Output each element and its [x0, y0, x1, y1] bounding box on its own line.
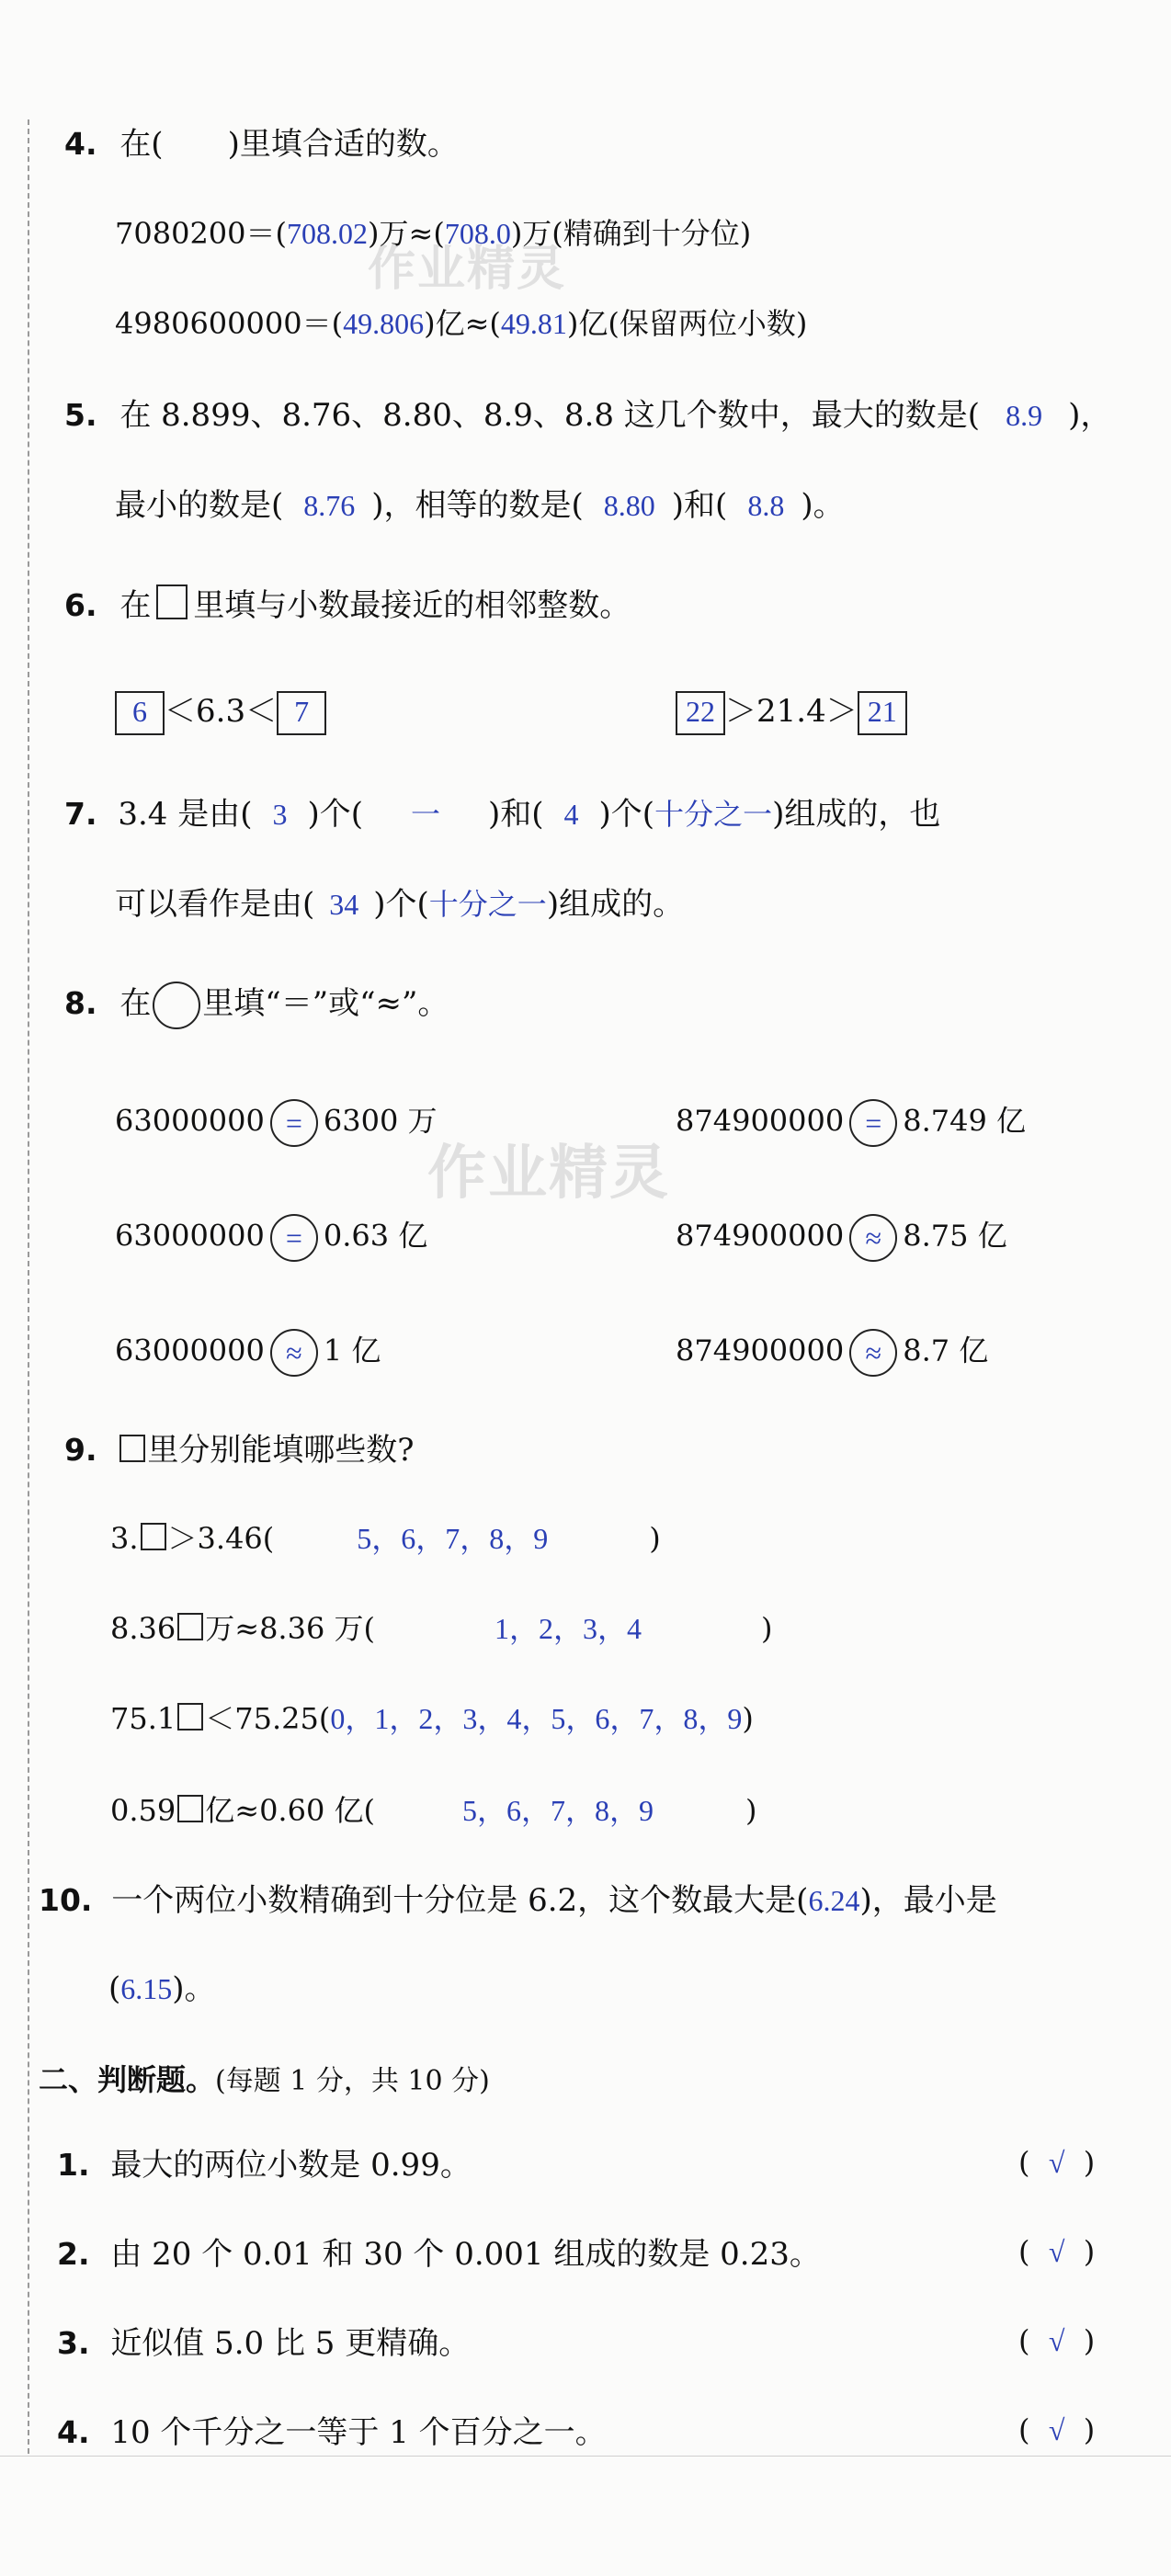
- q8-row2-right: [676, 1214, 1007, 1262]
- q6-prompt: [64, 584, 631, 626]
- q5-line1: [64, 395, 1111, 436]
- q8-r2-r-right: 8.75 亿: [903, 1218, 1007, 1254]
- q7-answer4: 十分之一: [654, 798, 773, 831]
- q6-left-box-a: 6: [115, 691, 165, 735]
- q6-right-mid: ＞21.4＞: [725, 693, 858, 730]
- q8-row1-right: [676, 1099, 1026, 1147]
- judge-1-mark: √: [1048, 2146, 1065, 2179]
- q9-row2: [110, 1608, 772, 1649]
- watermark-top: 作业精灵: [368, 242, 567, 297]
- q8-prompt-pre: 在: [119, 985, 152, 1022]
- q6-left-box-b: 7: [277, 691, 326, 735]
- q9-r3-pre: 75.1: [110, 1701, 176, 1736]
- q8-prompt-post: 里填“＝”或“≈”。: [202, 985, 449, 1022]
- q4-line2: [115, 303, 807, 344]
- q4-l1-right: )万(精确到十分位): [510, 216, 752, 251]
- q4-prompt-pre: 在(: [119, 126, 164, 163]
- q4-l1-answer2: 708.0: [444, 217, 511, 250]
- q8-number: 8.: [64, 985, 97, 1021]
- q9-r2-pre: 8.36: [110, 1611, 176, 1646]
- q4-l2-left: 4980600000＝(: [115, 306, 344, 341]
- q6-right-box-a: 22: [676, 691, 725, 735]
- q6-prompt-post: 里填与小数最接近的相邻整数。: [193, 587, 631, 624]
- q8-row1-left: [115, 1099, 438, 1147]
- q10-l2b: )。: [172, 1970, 216, 2007]
- judge-1-answer-slot: ( √ ): [1018, 2145, 1096, 2180]
- q9-r3-post: ＜75.25(: [205, 1701, 331, 1736]
- q7-l2b: )个(: [373, 886, 429, 923]
- q9-r1-pre: 3.: [110, 1521, 139, 1556]
- q5-l2-d: )。: [801, 487, 845, 524]
- q5-l2-c: )和(: [671, 487, 728, 524]
- judge-4-number: 4.: [57, 2414, 90, 2450]
- q7-number: 7.: [64, 796, 97, 832]
- q9-r4-box: [177, 1795, 203, 1822]
- judge-4-mark: √: [1048, 2413, 1065, 2446]
- judge-3-mark: √: [1048, 2324, 1065, 2357]
- q4-l2-answer1: 49.806: [343, 307, 425, 340]
- q9-r2-end: ): [761, 1611, 773, 1646]
- q9-r4-end: ): [745, 1793, 757, 1828]
- q9-box: [119, 1435, 145, 1462]
- q9-r1-box: [141, 1523, 166, 1550]
- q7-l2c: )组成的。: [546, 886, 685, 923]
- q9-r4-pre: 0.59: [110, 1793, 176, 1828]
- q9-row4: [110, 1790, 756, 1831]
- q4-line1: [115, 213, 751, 254]
- q8-r3-l-symbol: ≈: [270, 1329, 318, 1377]
- q8-r1-l-num: 63000000: [115, 1103, 265, 1139]
- watermark-middle: 作业精灵: [427, 1140, 670, 1208]
- q5-l1-pre: 在 8.899、8.76、8.80、8.9、8.8 这几个数中，最大的数是(: [119, 397, 981, 434]
- q7-line1: [64, 794, 940, 834]
- q8-r3-l-right: 1 亿: [323, 1333, 381, 1368]
- judge-item-4: [57, 2412, 607, 2453]
- q10-answer-max: 6.24: [808, 1884, 860, 1917]
- q9-r2-box: [177, 1613, 203, 1640]
- q9-r3-end: ): [742, 1701, 754, 1736]
- judge-1-text: 最大的两位小数是 0.99。: [110, 2147, 472, 2184]
- q5-answer-eq2: 8.8: [747, 489, 785, 522]
- q9-r4-post: 亿≈0.60 亿(: [205, 1793, 375, 1828]
- q6-number: 6.: [64, 587, 97, 623]
- q6-right-expr: [676, 691, 907, 735]
- q7-answer1: 3: [272, 798, 288, 831]
- judge-3-number: 3.: [57, 2325, 90, 2361]
- q6-empty-box: [156, 584, 188, 619]
- q8-r3-l-num: 63000000: [115, 1333, 265, 1368]
- q7-l1b: )个(: [307, 796, 363, 833]
- q8-row3-left: [115, 1329, 381, 1377]
- q9-prompt-text: 里分别能填哪些数?: [147, 1432, 415, 1469]
- q8-r2-r-num: 874900000: [676, 1218, 845, 1254]
- q8-r1-r-right: 8.749 亿: [903, 1103, 1027, 1139]
- q9-r1-end: ): [649, 1521, 661, 1556]
- q8-r3-r-num: 874900000: [676, 1333, 845, 1368]
- q8-r3-r-right: 8.7 亿: [903, 1333, 989, 1368]
- judge-2-text: 由 20 个 0.01 和 30 个 0.001 组成的数是 0.23。: [110, 2236, 821, 2273]
- judge-3-answer-slot: ( √ ): [1018, 2323, 1096, 2358]
- q6-right-box-b: 21: [858, 691, 907, 735]
- q8-prompt: [64, 982, 449, 1029]
- q9-row3: [110, 1698, 754, 1739]
- q7-l1c: )和(: [488, 796, 544, 833]
- section2-score: (每题 1 分，共 10 分): [215, 2065, 490, 2097]
- q8-r1-r-symbol: =: [849, 1099, 897, 1147]
- margin-dashed-line: [28, 119, 29, 2454]
- q9-r1-answer: 5，6，7，8，9: [357, 1522, 549, 1555]
- q6-prompt-pre: 在: [119, 587, 152, 624]
- q8-r2-l-right: 0.63 亿: [323, 1218, 428, 1254]
- q5-answer-max: 8.9: [1006, 399, 1043, 432]
- q7-answer3: 4: [563, 798, 579, 831]
- q9-r3-answer: 0，1，2，3，4，5，6，7，8，9: [330, 1702, 743, 1735]
- q5-line2: [115, 485, 845, 526]
- q10-answer-min: 6.15: [120, 1972, 173, 2005]
- q7-l1d: )个(: [598, 796, 655, 833]
- q4-number: 4.: [64, 126, 97, 162]
- q4-l2-mid: )亿≈(: [424, 306, 501, 341]
- q9-number: 9.: [64, 1432, 97, 1468]
- q9-r3-box: [177, 1703, 203, 1731]
- q6-left-mid: ＜6.3＜: [165, 693, 278, 730]
- q8-empty-circle: [153, 982, 200, 1029]
- q8-row2-left: [115, 1214, 427, 1262]
- q4-l1-left: 7080200＝(: [115, 216, 288, 251]
- q9-r2-answer: 1，2，3，4: [494, 1612, 642, 1645]
- judge-2-answer-slot: ( √ ): [1018, 2234, 1096, 2269]
- q10-line2: [108, 1969, 216, 2009]
- section2-heading: [39, 2057, 490, 2099]
- q9-r4-answer: 5，6，7，8，9: [461, 1794, 654, 1827]
- judge-3-text: 近似值 5.0 比 5 更精确。: [110, 2325, 471, 2362]
- q5-l2-a: 最小的数是(: [115, 487, 284, 524]
- q7-answer5: 34: [329, 888, 359, 921]
- page-bottom-edge: [0, 2456, 1171, 2457]
- judge-2-number: 2.: [57, 2236, 90, 2272]
- q8-r2-r-symbol: ≈: [849, 1214, 897, 1262]
- section2-title: 二、判断题。: [39, 2062, 216, 2097]
- q7-answer6: 十分之一: [428, 888, 547, 921]
- q4-l1-mid: )万≈(: [368, 216, 445, 251]
- q8-r1-l-symbol: =: [270, 1099, 318, 1147]
- q6-left-expr: [115, 691, 326, 735]
- q10-l2a: (: [108, 1970, 121, 2007]
- q4-l1-answer1: 708.02: [287, 217, 369, 250]
- judge-2-mark: √: [1048, 2235, 1065, 2268]
- q10-l1b: )，最小是: [859, 1882, 997, 1919]
- q4-prompt: [64, 124, 459, 165]
- q10-l1a: 一个两位小数精确到十分位是 6.2，这个数最大是(: [111, 1882, 809, 1919]
- q8-r2-l-num: 63000000: [115, 1218, 265, 1254]
- q9-r2-post: 万≈8.36 万(: [205, 1611, 375, 1646]
- q5-number: 5.: [64, 397, 97, 433]
- q5-l1-post: )，: [1068, 397, 1112, 434]
- q7-l2a: 可以看作是由(: [115, 886, 315, 923]
- q5-l2-b: )，相等的数是(: [371, 487, 584, 524]
- q8-row3-right: [676, 1329, 988, 1377]
- q9-r1-post: ＞3.46(: [167, 1521, 275, 1556]
- q7-line2: [115, 884, 684, 925]
- q4-prompt-post: )里填合适的数。: [227, 126, 459, 163]
- q8-r1-r-num: 874900000: [676, 1103, 845, 1139]
- q4-l2-right: )亿(保留两位小数): [566, 306, 808, 341]
- judge-item-3: [57, 2323, 470, 2364]
- q9-prompt: [64, 1430, 415, 1470]
- q10-line1: [39, 1880, 997, 1921]
- judge-4-answer-slot: ( √ ): [1018, 2412, 1096, 2447]
- judge-item-1: [57, 2145, 472, 2185]
- q4-l2-answer2: 49.81: [500, 307, 567, 340]
- q5-answer-eq1: 8.80: [603, 489, 655, 522]
- q8-r3-r-symbol: ≈: [849, 1329, 897, 1377]
- q10-number: 10.: [39, 1882, 93, 1918]
- judge-4-text: 10 个千分之一等于 1 个百分之一。: [110, 2414, 607, 2451]
- q7-answer2: 一: [411, 798, 441, 831]
- q8-r1-l-right: 6300 万: [323, 1103, 438, 1139]
- judge-1-number: 1.: [57, 2147, 90, 2183]
- judge-item-2: [57, 2234, 821, 2275]
- q7-l1a: 3.4 是由(: [118, 796, 253, 833]
- q5-answer-min: 8.76: [303, 489, 356, 522]
- q7-l1e: )组成的，也: [772, 796, 941, 833]
- q8-r2-l-symbol: =: [270, 1214, 318, 1262]
- q9-row1: [110, 1518, 661, 1559]
